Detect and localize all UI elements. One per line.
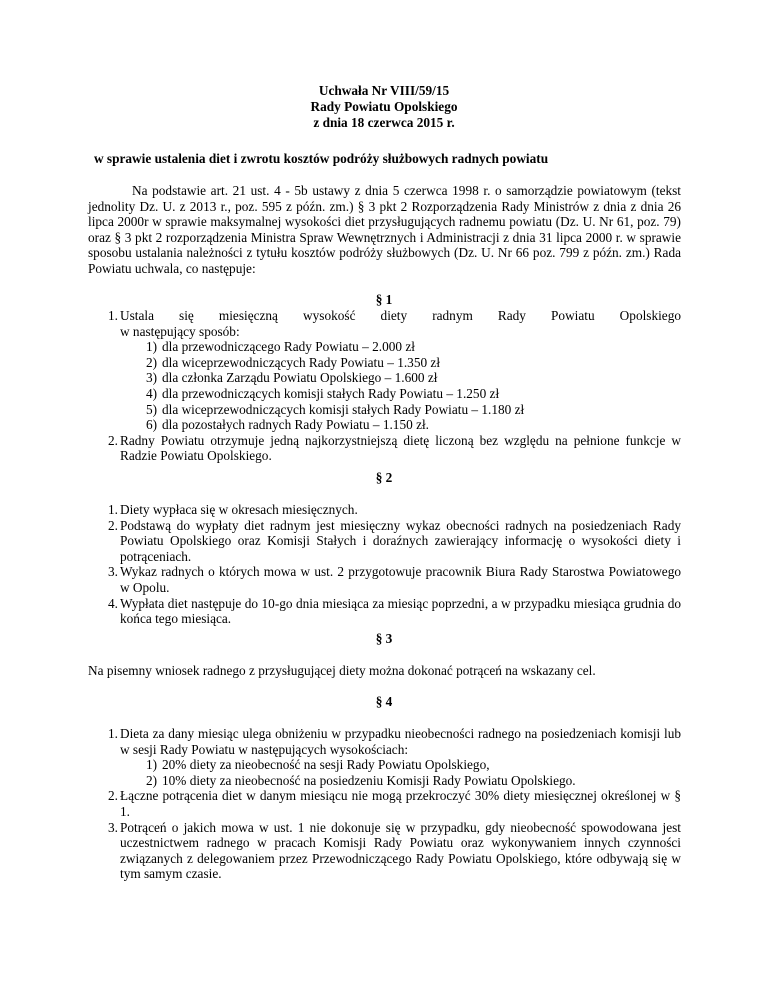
s2-item (88, 518, 681, 565)
s4-item-3-number: 3. (108, 819, 118, 835)
s4-subitem-text: 20% diety za nieobecność na sesji Rady Powiatu Opolskiego, (162, 757, 490, 773)
s4-subitem (88, 773, 681, 789)
s2-item-number: 4. (108, 595, 118, 611)
section-1-title: § 1 (375, 292, 393, 307)
section-4-body (88, 726, 681, 882)
s1-subitem (88, 417, 681, 433)
s4-item-2-number: 2. (108, 788, 118, 804)
s4-item-3 (88, 820, 681, 882)
s1-item-2-text: Radny Powiatu otrzymuje jedną najkorzystniejszą dietę liczoną bez względu na pełnione funkcje w Radzie Powiatu Opolskiego. (120, 432, 681, 464)
s1-subitem (88, 370, 681, 386)
s2-item-number: 3. (108, 564, 118, 580)
s4-subitem-number: 1) (146, 757, 158, 773)
s1-subitem-number: 6) (146, 417, 158, 433)
s1-subitem-number: 1) (146, 339, 158, 355)
s1-subitem-text: dla wiceprzewodniczących komisji stałych Rady Powiatu – 1.180 zł (162, 401, 525, 417)
section-3-text: Na pisemny wniosek radnego z przysługującej diety można dokonać potrąceń na wskazany cel. (88, 663, 596, 678)
s4-item-2 (88, 788, 681, 819)
s2-item-number: 1. (108, 502, 118, 517)
s4-item-2-text: Łączne potrącenia diet w danym miesiącu nie mogą przekroczyć 30% diety miesięcznej określonej w § 1. (120, 788, 681, 819)
s1-item-1-continuation (88, 324, 681, 340)
s1-item-1-line-2: w następujący sposób: (120, 323, 240, 339)
s1-item-1-line-1: Ustala się miesięczną wysokość diety radnym Rady Powiatu Opolskiego (120, 308, 681, 323)
section-2-body (88, 502, 681, 627)
s2-item (88, 502, 681, 518)
s1-subitem-number: 3) (146, 370, 158, 386)
s2-item (88, 596, 681, 627)
s4-item-1 (88, 726, 681, 757)
s4-item-1-text: Dieta za dany miesiąc ulega obniżeniu w przypadku nieobecności radnego na posiedzeniach komisji lub w sesji Rady Powiatu w następujących wysokościach: (120, 726, 681, 757)
s2-item-text: Wykaz radnych o których mowa w ust. 2 przygotowuje pracownik Biura Rady Starostwa Powiatowego w Opolu. (120, 564, 681, 595)
s1-subitem-number: 4) (146, 385, 158, 401)
preamble-text: Na podstawie art. 21 ust. 4 - 5b ustawy z dnia 5 czerwca 1998 r. o samorządzie powiatowym (tekst jednolity Dz. U. z 2013 r., poz. 595 z późn. zm.) § 3 pkt 2 Rozporządzenia Rady Ministrów z dnia z dnia 26 lipca 2000r w sprawie maksymalnej wysokości diet przysługujących radnemu powiatu (Dz. U. Nr 61, poz. 79) oraz § 3 pkt 2 rozporządzenia Ministra Spraw Wewnętrznych i Administracji z dnia 31 lipca 2000 r. w sprawie sposobu ustalania należności z tytułu kosztów podróży służbowych (Dz. U. Nr 66 poz. 799 z późn. zm.) Rada Powiatu uchwala, co następuje: (88, 183, 681, 276)
section-3-title: § 3 (375, 631, 393, 646)
s1-subitem-text: dla członka Zarządu Powiatu Opolskiego – 1.600 zł (162, 370, 438, 386)
council-name: Rady Powiatu Opolskiego (310, 99, 458, 114)
s1-subitem (88, 355, 681, 371)
s1-subitem-text: dla przewodniczącego Rady Powiatu – 2.000 zł (162, 339, 415, 355)
s1-subitem (88, 402, 681, 418)
s1-item-1-number: 1. (108, 308, 118, 323)
s1-subitem-number: 5) (146, 401, 158, 417)
s4-subitem-text: 10% diety za nieobecność na posiedzeniu Komisji Rady Powiatu Opolskiego. (162, 772, 576, 788)
s1-item-1 (88, 308, 681, 324)
s1-subitem-text: dla wiceprzewodniczących Rady Powiatu – 1.350 zł (162, 354, 441, 370)
s2-item-text: Podstawą do wypłaty diet radnym jest miesięczny wykaz obecności radnych na posiedzeniach Rady Powiatu Opolskiego oraz Komisji Stałych i doraźnych zawierający informację o wysokości diety i potrąceniach. (120, 517, 681, 564)
s1-item-2 (88, 433, 681, 464)
s4-subitem-number: 2) (146, 772, 158, 788)
s1-subitem-text: dla przewodniczących komisji stałych Rady Powiatu – 1.250 zł (162, 385, 500, 401)
section-1-body (88, 308, 681, 464)
s1-subitem-text: dla pozostałych radnych Rady Powiatu – 1.150 zł. (162, 417, 429, 433)
section-4-title: § 4 (375, 694, 393, 709)
s4-item-1-number: 1. (108, 726, 118, 741)
s1-item-2-number: 2. (108, 432, 118, 448)
s2-item-text: Wypłata diet następuje do 10-go dnia miesiąca za miesiąc poprzedni, a w przypadku miesiąca grudnia do końca tego miesiąca. (120, 595, 681, 627)
section-2-title: § 2 (375, 470, 393, 485)
resolution-number: Uchwała Nr VIII/59/15 (318, 83, 450, 98)
s1-subitem (88, 386, 681, 402)
s1-subitem (88, 339, 681, 355)
preamble (88, 183, 681, 277)
s2-item (88, 564, 681, 595)
s4-item-3-text: Potrąceń o jakich mowa w ust. 1 nie dokonuje się w przypadku, gdy nieobecność spowodowana jest uczestnictwem radnego w pracach Komisji Rady Powiatu oraz wykonywaniem innych czynności związanych z delegowaniem przez Przewodniczącego Rady Powiatu Opolskiego, które odbywają się w tym samym czasie. (120, 819, 681, 882)
resolution-subject: w sprawie ustalenia diet i zwrotu kosztów podróży służbowych radnych powiatu (94, 151, 549, 166)
s2-item-text: Diety wypłaca się w okresach miesięcznych. (120, 502, 358, 517)
s4-subitem (88, 757, 681, 773)
s2-item-number: 2. (108, 517, 118, 533)
s1-subitem-number: 2) (146, 354, 158, 370)
resolution-date: z dnia 18 czerwca 2015 r. (313, 115, 455, 130)
